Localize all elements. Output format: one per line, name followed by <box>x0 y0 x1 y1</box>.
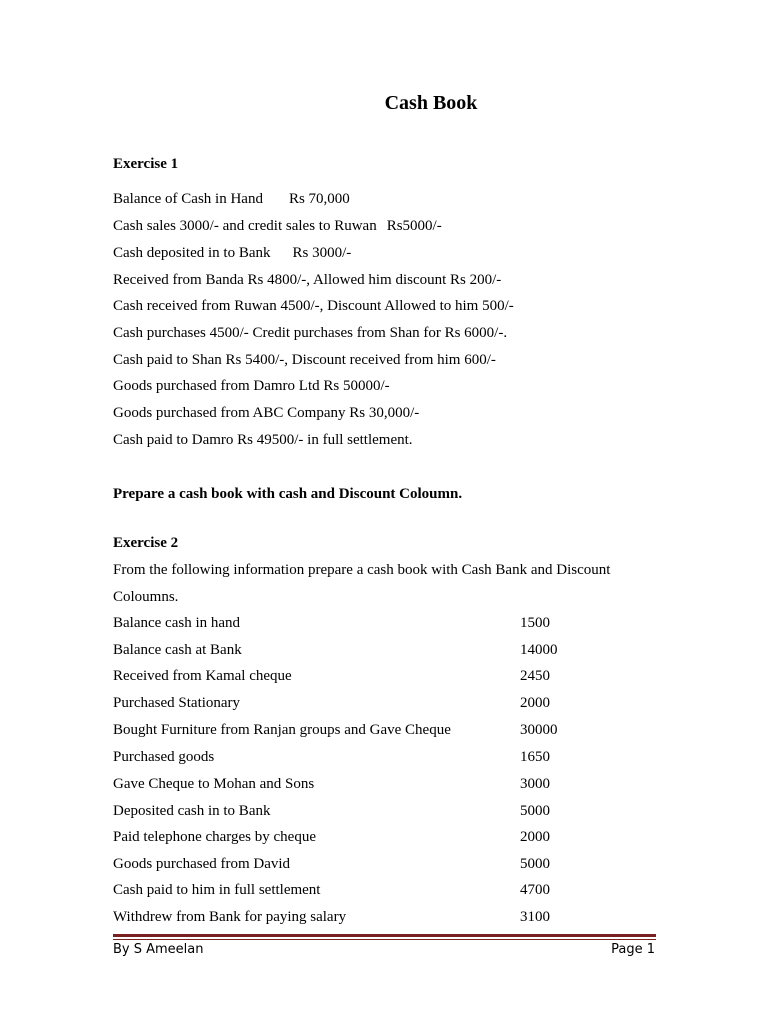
cash-sales-label: Cash sales 3000/- and credit sales to Ruwan <box>113 218 377 234</box>
exercise-1-line <box>113 245 351 262</box>
footer-page-number: Page 1 <box>611 942 655 957</box>
exercise-1-line: Received from Banda Rs 4800/-, Allowed him discount Rs 200/- <box>113 272 502 288</box>
footer-rule <box>113 934 656 937</box>
exercise-2-heading: Exercise 2 <box>113 535 179 551</box>
transaction-description: Received from Kamal cheque <box>113 668 292 684</box>
footer-rule-thin <box>113 939 656 940</box>
page-title: Cash Book <box>384 92 478 114</box>
cash-deposited-label: Cash deposited in to Bank <box>113 245 271 261</box>
exercise-1-line <box>113 218 442 235</box>
transaction-description: Purchased Stationary <box>113 695 241 711</box>
cash-deposited-amount: Rs 3000/- <box>292 245 352 261</box>
exercise-1-line: Goods purchased from Damro Ltd Rs 50000/- <box>113 378 390 394</box>
transaction-description: Deposited cash in to Bank <box>113 803 271 819</box>
transaction-description: Balance cash at Bank <box>113 642 242 658</box>
transaction-amount: 3000 <box>520 776 550 792</box>
transaction-description: Goods purchased from David <box>113 856 291 872</box>
transaction-description: Gave Cheque to Mohan and Sons <box>113 776 315 792</box>
transaction-amount: 1650 <box>520 749 550 765</box>
transaction-description: Withdrew from Bank for paying salary <box>113 909 347 925</box>
exercise-1-line: Cash paid to Damro Rs 49500/- in full settlement. <box>113 432 413 448</box>
credit-sales-amount: Rs5000/- <box>386 218 442 234</box>
transaction-description: Bought Furniture from Ranjan groups and Gave Cheque <box>113 722 451 738</box>
footer-author: By S Ameelan <box>113 942 204 957</box>
cash-in-hand-amount: Rs 70,000 <box>288 191 350 207</box>
transaction-amount: 3100 <box>520 909 550 925</box>
transaction-amount: 5000 <box>520 803 550 819</box>
exercise-1-line: Cash purchases 4500/- Credit purchases from Shan for Rs 6000/-. <box>113 325 508 341</box>
cash-in-hand-label: Balance of Cash in Hand <box>113 191 263 207</box>
exercise-2-intro: Coloumns. <box>113 589 179 605</box>
transaction-amount: 4700 <box>520 882 550 898</box>
exercise-1-heading: Exercise 1 <box>113 156 179 172</box>
transaction-description: Purchased goods <box>113 749 215 765</box>
transaction-description: Cash paid to him in full settlement <box>113 882 321 898</box>
transaction-amount: 30000 <box>520 722 558 738</box>
exercise-1-line <box>113 191 350 208</box>
transaction-description: Balance cash in hand <box>113 615 241 631</box>
transaction-description: Paid telephone charges by cheque <box>113 829 316 845</box>
transaction-amount: 2000 <box>520 695 550 711</box>
transaction-amount: 2450 <box>520 668 550 684</box>
exercise-1-line: Cash paid to Shan Rs 5400/-, Discount received from him 600/- <box>113 352 496 368</box>
transaction-amount: 2000 <box>520 829 550 845</box>
transaction-amount: 5000 <box>520 856 550 872</box>
exercise-2-intro: From the following information prepare a cash book with Cash Bank and Discount <box>113 562 611 578</box>
transaction-amount: 14000 <box>520 642 558 658</box>
exercise-1-instruction: Prepare a cash book with cash and Discount Coloumn. <box>113 486 463 502</box>
exercise-1-line: Cash received from Ruwan 4500/-, Discount Allowed to him 500/- <box>113 298 514 314</box>
exercise-1-line: Goods purchased from ABC Company Rs 30,000/- <box>113 405 420 421</box>
transaction-amount: 1500 <box>520 615 550 631</box>
